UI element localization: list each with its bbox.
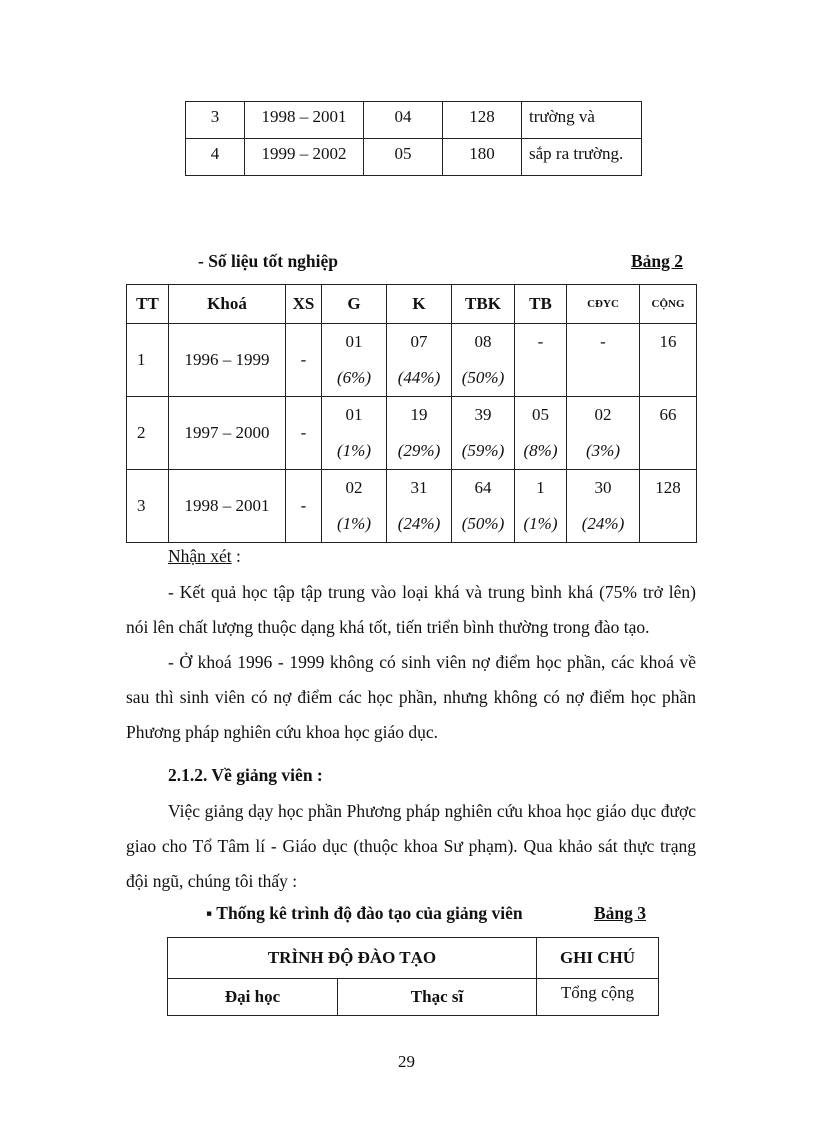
cell-tbk-percent: (50%) — [461, 514, 505, 533]
remarks-paragraph-2: - Ở khoá 1996 - 1999 không có sinh viên nợ điểm học phần, các khoá về sau thì sinh viên có nợ điểm các học phần, nhưng không có nợ điểm học phần Phương pháp nghiên cứu khoa học giáo dục. — [126, 652, 696, 742]
remarks-label-suffix: : — [231, 546, 241, 566]
cell-c4: 180 — [443, 139, 522, 176]
cell-tbk-count: 64 — [474, 478, 492, 497]
cell-tb-count: 1 — [536, 478, 545, 497]
cell-g-count: 02 — [345, 478, 363, 497]
header-k: K — [387, 285, 452, 324]
table-header-row — [168, 938, 659, 979]
cell-g-count: 01 — [345, 405, 363, 424]
header-tbk: TBK — [452, 285, 515, 324]
cell-cdyc-count: - — [600, 332, 606, 351]
cell-note: sắp ra trường. — [522, 139, 642, 176]
col-master: Thạc sĩ — [338, 979, 537, 1016]
header-note: GHI CHÚ — [537, 938, 659, 979]
cell-g-percent: (1%) — [337, 514, 371, 533]
graduation-section-title: - Số liệu tốt nghiệp — [198, 251, 339, 271]
cell-k-percent: (29%) — [397, 441, 441, 460]
cell-k-percent: (24%) — [397, 514, 441, 533]
cell-g-percent: (6%) — [337, 368, 371, 387]
table2-label: Bảng 2 — [631, 251, 684, 271]
cell-c4: 128 — [443, 102, 522, 139]
table-row — [168, 979, 659, 1016]
lecturers-paragraph: Việc giảng dạy học phần Phương pháp nghiên cứu khoa học giáo dục được giao cho Tổ Tâm lí - Giáo dục (thuộc khoa Sư phạm). Qua khảo sát thực trạng đội ngũ, chúng tôi thấy : — [126, 801, 696, 891]
cell-tbk-percent: (50%) — [461, 368, 505, 387]
cell-course: 1999 – 2002 — [245, 139, 364, 176]
cell-tb-percent: (8%) — [523, 441, 558, 460]
cell-total: 128 — [655, 478, 681, 497]
cell-course: 1996 – 1999 — [169, 324, 286, 397]
table-header-row — [127, 285, 697, 324]
cell-tb-percent: (1%) — [523, 514, 558, 533]
remarks-heading — [168, 543, 241, 569]
cell-tb-count: 05 — [532, 405, 549, 424]
table3-label: Bảng 3 — [594, 903, 647, 923]
cell-tt: 3 — [127, 470, 169, 543]
col-university: Đại học — [168, 979, 338, 1016]
cell-total: 16 — [659, 332, 677, 351]
cell-xs: - — [286, 324, 322, 397]
cell-tb-count: - — [537, 332, 544, 351]
table-graduation — [126, 284, 697, 543]
cell-k-count: 07 — [410, 332, 428, 351]
cell-xs: - — [286, 470, 322, 543]
table-row — [127, 324, 697, 397]
header-total: CỘNG — [640, 285, 697, 324]
cell-tt: 3 — [186, 102, 245, 139]
cell-tt: 4 — [186, 139, 245, 176]
cell-cdyc-count: 02 — [594, 405, 612, 424]
cell-tbk-count: 08 — [474, 332, 492, 351]
table-lecturer-qualifications — [167, 937, 659, 1016]
cell-course: 1997 – 2000 — [169, 397, 286, 470]
cell-g-count: 01 — [345, 332, 363, 351]
bullet-icon: ▪ — [206, 903, 213, 923]
header-g: G — [322, 285, 387, 324]
table-row — [127, 397, 697, 470]
table-row — [127, 470, 697, 543]
header-xs: XS — [286, 285, 322, 324]
cell-cdyc-percent: (3%) — [586, 441, 620, 460]
header-course: Khoá — [169, 285, 286, 324]
cell-k-count: 19 — [410, 405, 428, 424]
stat-title-line — [206, 903, 523, 924]
cell-tt: 1 — [127, 324, 169, 397]
cell-note: trường và — [522, 102, 642, 139]
cell-course: 1998 – 2001 — [245, 102, 364, 139]
header-cdyc: CĐYC — [567, 285, 640, 324]
cell-total: 66 — [659, 405, 677, 424]
cell-tbk-percent: (59%) — [461, 441, 505, 460]
cell-tt: 2 — [127, 397, 169, 470]
page-number: 29 — [398, 1052, 415, 1071]
cell-xs: - — [286, 397, 322, 470]
cell-c3: 04 — [364, 102, 443, 139]
header-tb: TB — [515, 285, 567, 324]
cell-k-count: 31 — [410, 478, 428, 497]
table-row — [186, 139, 642, 176]
table-enrollment-continued — [185, 101, 642, 176]
lecturers-heading: 2.1.2. Về giảng viên : — [168, 765, 323, 785]
stat-title: Thống kê trình độ đào tạo của giảng viên — [216, 903, 523, 923]
cell-cdyc-count: 30 — [594, 478, 612, 497]
cell-k-percent: (44%) — [397, 368, 441, 387]
header-tt: TT — [127, 285, 169, 324]
header-training-level: TRÌNH ĐỘ ĐÀO TẠO — [168, 938, 537, 979]
cell-course: 1998 – 2001 — [169, 470, 286, 543]
remarks-paragraph-1: - Kết quả học tập tập trung vào loại khá và trung bình khá (75% trở lên) nói lên chất lượng thuộc dạng khá tốt, tiến triển bình thường trong đào tạo. — [126, 582, 696, 637]
remarks-label: Nhận xét — [168, 546, 232, 566]
table-row — [186, 102, 642, 139]
cell-cdyc-percent: (24%) — [581, 514, 625, 533]
col-total: Tổng cộng — [537, 979, 659, 1016]
cell-g-percent: (1%) — [337, 441, 371, 460]
cell-tbk-count: 39 — [474, 405, 492, 424]
cell-c3: 05 — [364, 139, 443, 176]
